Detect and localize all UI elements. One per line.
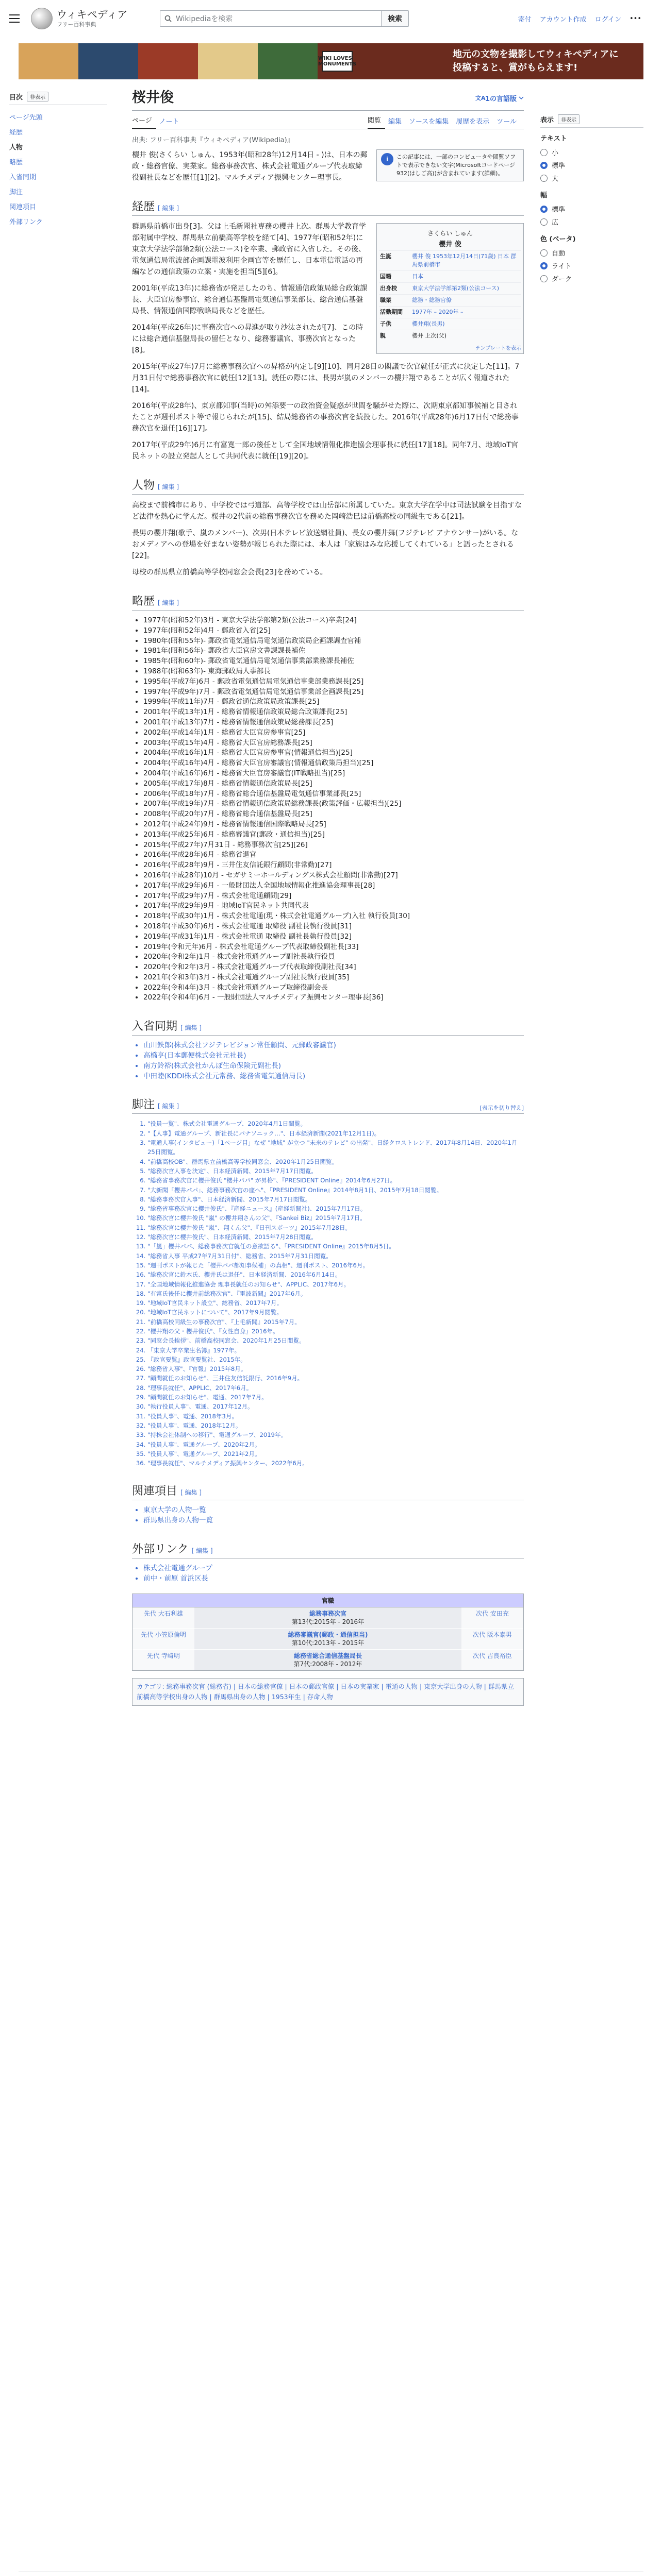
color-dark[interactable]: ダーク bbox=[540, 272, 643, 285]
radio-icon bbox=[540, 275, 548, 282]
infobox-kana: さくらい しゅん bbox=[427, 230, 473, 237]
chronology-item: • 2004年(平成16年)6月 - 総務省大臣官房審議官(IT戦略担当)[25] bbox=[143, 769, 524, 779]
page-title: 桜井俊 bbox=[132, 90, 174, 106]
reference-item[interactable]: 30. "執行役員人事"、電通、2017年12月。 bbox=[147, 1402, 524, 1411]
toc-item[interactable]: 経歴 bbox=[9, 129, 23, 137]
reference-item[interactable]: 6. "総務省事務次官に櫻井俊氏 "櫻井パパ" が昇格"、『PRESIDENT Online』2014年6月27日。 bbox=[147, 1176, 524, 1185]
chronology-item: • 2018年(平成30年)1月 - 株式会社電通(現・株式会社電通グループ)入社 執行役員[30] bbox=[143, 911, 524, 922]
reference-item[interactable]: 25. 『政官要覧』政官要覧社、2015年。 bbox=[147, 1355, 524, 1364]
tab-history[interactable]: 履歴を表示 bbox=[456, 118, 490, 126]
banner-photos bbox=[19, 43, 318, 79]
width-standard[interactable]: 標準 bbox=[540, 202, 643, 215]
chronology-item: • 2022年(令和4年)6月 - 一般財団法人マルチメディア振興センター理事長[36] bbox=[143, 993, 524, 1003]
chronology-item: • 2016年(平成28年)6月 - 総務省退官 bbox=[143, 850, 524, 860]
width-label: 幅 bbox=[540, 192, 548, 199]
section-heading: 脚注 bbox=[132, 1098, 155, 1112]
section-edit-link[interactable]: [ 編集 ] bbox=[180, 1024, 202, 1032]
language-button[interactable]: 文A 1の言語版 bbox=[475, 93, 524, 103]
donate-link[interactable]: 寄付 bbox=[518, 15, 532, 24]
career-paragraph: 2017年(平成29年)6月に有富寛一郎の後任として全国地域情報化推進協会理事長に就任[17][18]。同年7月、地域IoT官民ネットの設立発起人として共同代表に就任[19][20]。 bbox=[132, 441, 518, 461]
navbox-row: 先代 大石利雄 総務事務次官 第13代:2015年 - 2016年 次代 安田充 bbox=[133, 1607, 523, 1629]
header bbox=[0, 0, 662, 37]
reference-item[interactable]: 2. "【人事】電通グループ、新社長にパナソニック…"、日本経済新聞(2021年12月1日)。 bbox=[147, 1129, 524, 1138]
toc-item[interactable]: 略歴 bbox=[9, 159, 23, 166]
notice-text: この記事には、一部のコンピュータや閲覧ソフトで表示できない文字(Microsoftコードページ932(はしご高))が含まれています(詳細)。 bbox=[396, 154, 516, 177]
chronology-item: • 2017年(平成29年)9月 - 地域IoT官民ネット共同代表 bbox=[143, 901, 524, 911]
color-light[interactable]: ライト bbox=[540, 259, 643, 272]
template-link[interactable]: テンプレートを表示 bbox=[475, 346, 521, 351]
toc-title: 目次 bbox=[9, 94, 23, 101]
career-paragraph: 2001年(平成13年)に総務省が発足したのち、情報通信政策局総合政策課長、大臣官房参事官、総合通信基盤局電気通信事業部長、総合通信基盤局長、情報通信国際戦略局長などを歴任。 bbox=[132, 284, 368, 315]
reference-item[interactable]: 29. "顧問就任のお知らせ"、電通、2017年7月。 bbox=[147, 1393, 524, 1402]
chronology-item: • 2021年(令和3年)3月 - 株式会社電通グループ副社長執行役員[35] bbox=[143, 973, 524, 983]
infobox-row: 子供 櫻井翔(長男) bbox=[379, 318, 521, 330]
article bbox=[132, 89, 524, 1706]
section-edit-link[interactable]: [ 編集 ] bbox=[180, 1489, 202, 1497]
chronology-item: • 2017年(平成29年)6月 - 一般財団法人全国地域情報化推進協会理事長[28] bbox=[143, 881, 524, 891]
reference-item[interactable]: 27. "顧問就任のお知らせ"、三井住友信託銀行、2016年9月。 bbox=[147, 1374, 524, 1383]
career-paragraph: 2014年(平成26年)に事務次官への昇進が取り沙汰されたが[7]、この時には総合通信基盤局長の留任となり、総務審議官、事務次官となった[8]。 bbox=[132, 324, 363, 354]
toc-item[interactable]: 脚注 bbox=[9, 189, 23, 196]
chronology-item: • 1999年(平成11年)7月 - 郵政省通信政策局政策課長[25] bbox=[143, 697, 524, 707]
banner-logo: WIKI LOVES MONUMENTS bbox=[322, 51, 353, 72]
reference-item[interactable]: 4. "前橋高校OB"、群馬県立前橋高等学校同窓会、2020年1月25日閲覧。 bbox=[147, 1157, 524, 1166]
reference-item[interactable]: 24. 『東京大学卒業生名簿』1977年。 bbox=[147, 1346, 524, 1355]
chronology-item: • 2020年(令和2年)3月 - 株式会社電通グループ代表取締役副社長[34] bbox=[143, 962, 524, 973]
person-paragraph: 長男の櫻井翔(歌手、嵐のメンバー)、次男(日本テレビ放送網社員)、長女の櫻井舞(フジテレビ アナウンサー)がいる。なおメディアへの登場を好まない姿勢が報じられた際には、本人は「家族はみな応援してくれている」と語ったとされる[22]。 bbox=[132, 529, 519, 560]
chronology-item: • 1997年(平成9年)7月 - 郵政省電気通信局電気通信事業部企画課長[25] bbox=[143, 687, 524, 698]
chronology-item: • 2019年(平成31年)1月 - 株式会社電通 取締役 副社長執行役員[32] bbox=[143, 932, 524, 942]
reference-item[interactable]: 34. "役員人事"、電通グループ、2020年2月。 bbox=[147, 1440, 524, 1449]
list-item[interactable]: • 山川鉄郎(株式会社フジテレビジョン常任顧問、元郵政審議官) bbox=[143, 1041, 524, 1051]
reference-item[interactable]: 31. "役員人事"、電通、2018年3月。 bbox=[147, 1412, 524, 1421]
wikipedia-globe-icon bbox=[31, 8, 53, 29]
tab-tools[interactable]: ツール bbox=[496, 118, 517, 126]
svg-text:文A: 文A bbox=[475, 95, 486, 101]
chronology-item: • 2003年(平成15年)4月 - 総務省大臣官房総務課長[25] bbox=[143, 738, 524, 749]
reference-item[interactable]: 13. "「嵐」櫻井パパ、総務事務次官就任の意欲語る"、『PRESIDENT Online』2015年8月5日。 bbox=[147, 1242, 524, 1251]
chronology-item: • 2017年(平成29年)7月 - 株式会社電通顧問[29] bbox=[143, 891, 524, 902]
main-menu-icon[interactable] bbox=[9, 11, 25, 26]
chronology-item: • 2015年(平成27年)7月31日 - 総務事務次官[25][26] bbox=[143, 840, 524, 851]
career-paragraph: 2016年(平成28年)、東京都知事(当時)の舛添要一の政治資金疑惑が世間を騒がせた際に、次期東京都知事候補と目されたことが週刊ポスト等で報じられたが[15]、結局総務省の事務次官を続投した。2016年(平成28年)6月17日付で総務事務次官を退任[16][17]。 bbox=[132, 402, 519, 433]
reference-item[interactable]: 17. "全国地域情報化推進協会 理事長就任のお知らせ"、APPLIC、2017年6月。 bbox=[147, 1280, 524, 1289]
chronology-item: • 1981年(昭和56年)- 郵政省大臣官房文書課課長補佐 bbox=[143, 646, 524, 656]
reference-item[interactable]: 3. "電通人事(インタビュー)「1ページ目」なぜ "地域" が立つ "未来のテレビ" の出発"、日経クロストレンド、2017年8月14日、2020年1月25日閲覧。 bbox=[147, 1138, 524, 1157]
person-paragraph: 母校の群馬県立前橋高等学校同窓会会長[23]を務めている。 bbox=[132, 568, 327, 577]
same-year-list bbox=[143, 1041, 524, 1081]
reference-item[interactable]: 36. "理事長就任"、マルチメディア振興センター、2022年6月。 bbox=[147, 1459, 524, 1468]
navbox-title: 官職 bbox=[133, 1594, 523, 1607]
section-heading: 外部リンク bbox=[132, 1543, 189, 1556]
reference-item[interactable]: 10. "総務次官に櫻井俊氏 "嵐" の櫻井翔さんの父"、『Sankei Biz』2015年7月17日。 bbox=[147, 1213, 524, 1223]
reference-item[interactable]: 28. "理事長就任"、APPLIC、2017年6月。 bbox=[147, 1383, 524, 1393]
width-wide[interactable]: 広 bbox=[540, 215, 643, 228]
person-paragraph: 高校まで前橋市にあり、中学校では弓道部、高等学校では山岳部に所属していた。東京大学在学中は司法試験を目指すなど法律を熱心に学んだ。桜井の2代前の総務事務次官を務めた岡崎浩巳は前橋高校の同級生である[21]。 bbox=[132, 501, 522, 521]
intro-paragraph: 櫻井 俊(さくらい しゅん、1953年(昭和28年)12月14日 - )は、日本の郵政・総務官僚、実業家。総務事務次官、株式会社電通グループ代表取締役副社長などを歴任[1][2]。マルチメディア振興センター理事長。 bbox=[132, 151, 368, 182]
chronology-item: • 2002年(平成14年)1月 - 総務省大臣官房参事官[25] bbox=[143, 728, 524, 738]
reference-item[interactable]: 16. "総務次官に鈴木氏、櫻井氏は退任"、日本経済新聞、2016年6月14日。 bbox=[147, 1270, 524, 1279]
references-list bbox=[147, 1119, 524, 1468]
campaign-banner[interactable] bbox=[19, 43, 643, 79]
reference-item[interactable]: 19. "地域IoT官民ネット設立"、総務省、2017年7月。 bbox=[147, 1298, 524, 1308]
section-heading: 入省同期 bbox=[132, 1020, 178, 1033]
chronology-item: • 2019年(令和元年)6月 - 株式会社電通グループ代表取締役副社長[33] bbox=[143, 942, 524, 953]
character-notice bbox=[376, 149, 524, 181]
career-paragraph: 群馬県前橋市出身[3]。父は上毛新聞社専務の櫻井上次。群馬大学教育学部附属中学校、群馬県立前橋高等学校を経て[4]、1977年(昭和52年)に東京大学法学部第2類(公法コース)を卒業、郵政省に入省した。その後、電気通信局電波部企画課電波利用企画官等を歴任し、日本電信電話の再編などの通信政策の立案・実施を担当[5][6]。 bbox=[132, 223, 366, 276]
tab-edit-source[interactable]: ソースを編集 bbox=[408, 118, 449, 126]
chronology-item: • 1977年(昭和52年)4月 - 郵政省入省[25] bbox=[143, 626, 524, 636]
chronology-item: • 2004年(平成16年)1月 - 総務省大臣官房参事官(情報通信担当)[25] bbox=[143, 748, 524, 758]
search-placeholder: Wikipediaを検索 bbox=[176, 15, 233, 23]
reference-item[interactable]: 23. "同窓会長挨拶"、前橋高校同窓会、2020年1月25日閲覧。 bbox=[147, 1336, 524, 1345]
chronology-list bbox=[143, 616, 524, 1003]
infobox-row: 国籍 日本 bbox=[379, 270, 521, 282]
site-sub: 出典: フリー百科事典『ウィキペディア(Wikipedia)』 bbox=[132, 137, 294, 144]
reference-item[interactable]: 9. "総務省事務次官に櫻井俊氏"、『産経ニュース』(産経新聞社)、2015年7月17日。 bbox=[147, 1204, 524, 1213]
reference-item[interactable]: 11. "総務次官に櫻井俊氏 "嵐"、翔くん父"、『日刊スポーツ』2015年7月28日。 bbox=[147, 1223, 524, 1232]
list-item[interactable]: • 南方鈴裕(株式会社かんぽ生命保険元副社長) bbox=[143, 1061, 524, 1072]
login-link[interactable]: ログイン bbox=[594, 15, 621, 24]
list-item[interactable]: • 前中・前原 首浜区長 bbox=[143, 1574, 524, 1584]
list-item[interactable]: • 東京大学の人物一覧 bbox=[143, 1505, 524, 1516]
tagline: フリー百科事典 bbox=[57, 21, 96, 28]
chronology-item: • 2001年(平成13年)7月 - 総務省情報通信政策局総務課長[25] bbox=[143, 718, 524, 728]
section-edit-link[interactable]: [ 編集 ] bbox=[158, 1103, 179, 1110]
reference-item[interactable]: 5. "総務次官人事を決定"、日本経済新聞、2015年7月17日閲覧。 bbox=[147, 1166, 524, 1176]
appearance-sidebar bbox=[540, 114, 643, 285]
toc-item-current[interactable]: 人物 bbox=[9, 144, 23, 151]
site-logo[interactable] bbox=[31, 8, 144, 29]
chronology-item: • 2020年(令和2年)1月 - 株式会社電通グループ副社長執行役員 bbox=[143, 952, 524, 962]
chronology-item: • 2007年(平成19年)7月 - 総務省情報通信政策局総務課長(政策評価・広報担当)[25] bbox=[143, 799, 524, 809]
appearance-title: 表示 bbox=[540, 116, 554, 124]
chronology-item: • 2001年(平成13年)1月 - 総務省情報通信政策局総合政策課長[25] bbox=[143, 707, 524, 718]
reference-item[interactable]: 12. "総務次官に櫻井俊氏"、日本経済新聞、2015年7月28日閲覧。 bbox=[147, 1232, 524, 1242]
navbox-row: 先代 寺﨑明 総務省総合通信基盤局長 第7代:2008年 - 2012年 次代 吉良裕臣 bbox=[133, 1650, 523, 1670]
radio-icon bbox=[540, 218, 548, 226]
search-form bbox=[160, 10, 409, 27]
toc-item[interactable]: ページ先頭 bbox=[9, 114, 43, 122]
career-paragraph: 2015年(平成27年)7月に総務事務次官への昇格が内定し[9][10]、同月28日の閣議で次官就任が正式に決定した[11]。7月31日付で総務事務次官に就任[12][13]。就任の際には、長男が嵐のメンバーの櫻井翔であることが広く報道された[14]。 bbox=[132, 363, 520, 394]
section-edit-link[interactable]: [ 編集 ] bbox=[191, 1547, 213, 1555]
text-size-label: テキスト bbox=[540, 135, 567, 143]
radio-selected-icon bbox=[540, 262, 548, 269]
section-edit-link[interactable]: [ 編集 ] bbox=[158, 599, 179, 606]
text-size-large[interactable]: 大 bbox=[540, 172, 643, 184]
section-heading: 経歴 bbox=[132, 200, 155, 213]
toc-item[interactable]: 外部リンク bbox=[9, 218, 43, 226]
infobox-row: 職業 総務・総務官僚 bbox=[379, 294, 521, 306]
infobox-name: 櫻井 俊 bbox=[439, 241, 461, 248]
language-icon bbox=[475, 94, 486, 102]
chronology-item: • 1980年(昭和55年)- 郵政省電気通信局電気通信政策局企画課調査官補 bbox=[143, 636, 524, 647]
footer bbox=[19, 2571, 643, 2576]
text-size-standard[interactable]: 標準 bbox=[540, 159, 643, 172]
radio-icon bbox=[540, 249, 548, 257]
wordmark: ウィキペディア bbox=[57, 8, 128, 21]
infobox-row: 生誕 櫻井 俊 1953年12月14日(71歳) 日本 群馬県前橋市 bbox=[379, 250, 521, 270]
reference-item[interactable]: 21. "前橋高校同級生の事務次官"、『上毛新聞』2015年7月。 bbox=[147, 1317, 524, 1327]
reference-item[interactable]: 32. "役員人事"、電通、2018年12月。 bbox=[147, 1421, 524, 1430]
chronology-item: • 2022年(令和4年)3月 - 株式会社電通グループ取締役副会長 bbox=[143, 983, 524, 993]
infobox-row: 活動期間 1977年 – 2020年 – bbox=[379, 306, 521, 318]
chronology-item: • 2018年(平成30年)6月 - 株式会社電通 取締役 副社長執行役員[31] bbox=[143, 922, 524, 932]
reference-item[interactable]: 7. "大新聞「櫻井パパ」、総務事務次官の座へ"、『PRESIDENT Online』2014年8月1日、2015年7月18日閲覧。 bbox=[147, 1185, 524, 1195]
reference-item[interactable]: 8. "総務事務次官人事"、日本経済新聞、2015年7月17日閲覧。 bbox=[147, 1195, 524, 1204]
list-item[interactable]: • 群馬県出身の人物一覧 bbox=[143, 1516, 524, 1526]
info-icon: i bbox=[381, 153, 393, 165]
chronology-item: • 2016年(平成28年)9月 - 三井住友信託銀行顧問(非常勤)[27] bbox=[143, 860, 524, 871]
color-label: 色 (ベータ) bbox=[540, 235, 576, 243]
section-heading: 人物 bbox=[132, 479, 155, 492]
chronology-item: • 2016年(平成28年)10月 - セガサミーホールディングス株式会社顧問(非常勤)[27] bbox=[143, 871, 524, 881]
chronology-item: • 1985年(昭和60年)- 郵政省電気通信局電気通信事業部業務課長補佐 bbox=[143, 656, 524, 667]
tab-page[interactable]: ページ bbox=[132, 115, 156, 129]
external-links-list bbox=[143, 1564, 524, 1584]
toc-item[interactable]: 関連項目 bbox=[9, 204, 37, 211]
chronology-item: • 1977年(昭和52年)3月 - 東京大学法学部第2類(公法コース)卒業[24] bbox=[143, 616, 524, 626]
chronology-item: • 1988年(昭和63年)- 東海郵政局人事部長 bbox=[143, 667, 524, 677]
chronology-item: • 2004年(平成16年)4月 - 総務省大臣官房審議官(情報通信政策局担当)[25] bbox=[143, 758, 524, 769]
chevron-down-icon bbox=[519, 95, 524, 100]
search-input[interactable] bbox=[160, 10, 382, 27]
appearance-hide-button[interactable]: 非表示 bbox=[558, 114, 580, 124]
toc-item[interactable]: 入省同期 bbox=[9, 174, 37, 181]
tab-talk[interactable]: ノート bbox=[159, 118, 179, 126]
chronology-item: • 1995年(平成7年)6月 - 郵政省電気通信局電気通信事業部業務課長[25] bbox=[143, 677, 524, 687]
list-item[interactable]: • 高橋亨(日本郵便株式会社元社長) bbox=[143, 1051, 524, 1061]
radio-selected-icon bbox=[540, 206, 548, 213]
chronology-item: • 2008年(平成20年)7月 - 総務省総合通信基盤局長[25] bbox=[143, 809, 524, 820]
list-item[interactable]: • 株式会社電通グループ bbox=[143, 1564, 524, 1574]
reference-item[interactable]: 14. "総務省人事 平成27年7月31日付"、総務省、2015年7月31日閲覧。 bbox=[147, 1251, 524, 1261]
reference-item[interactable]: 33. "持株会社体制への移行"、電通グループ、2019年。 bbox=[147, 1430, 524, 1439]
reference-item[interactable]: 26. "総務省人事"、『官報』2015年8月。 bbox=[147, 1364, 524, 1374]
more-options-icon[interactable]: ••• bbox=[629, 14, 641, 23]
infobox-row: 出身校 東京大学法学部第2類(公法コース) bbox=[379, 282, 521, 294]
section-edit-link[interactable]: [ 編集 ] bbox=[158, 483, 179, 490]
succession-navbox bbox=[132, 1594, 524, 1671]
color-auto[interactable]: 自動 bbox=[540, 246, 643, 259]
page-tabs bbox=[132, 115, 524, 129]
navbox-row: 先代 小笠原倫明 総務審議官(郵政・通信担当) 第10代:2013年 - 2015年 次代 阪本泰男 bbox=[133, 1629, 523, 1650]
create-account-link[interactable]: アカウント作成 bbox=[539, 15, 587, 24]
reference-item[interactable]: 15. "週刊ポストが報じた「櫻井パパ都知事候補」の真相"、週刊ポスト、2016年6月。 bbox=[147, 1261, 524, 1270]
section-heading: 関連項目 bbox=[132, 1485, 178, 1498]
reference-item[interactable]: 20. "地域IoT官民ネットについて"、2017年9月閲覧。 bbox=[147, 1308, 524, 1317]
list-item[interactable]: • 中田睦(KDDI株式会社元常務、総務省電気通信局長) bbox=[143, 1072, 524, 1082]
radio-icon bbox=[540, 149, 548, 156]
related-list bbox=[143, 1505, 524, 1526]
toc-sidebar bbox=[9, 92, 107, 229]
chronology-item: • 2013年(平成25年)6月 - 総務審議官(郵政・通信担当)[25] bbox=[143, 830, 524, 840]
infobox bbox=[376, 223, 524, 354]
user-links bbox=[518, 14, 641, 24]
banner-text: 地元の文物を撮影してウィキペディアに投稿すると、賞がもらえます! bbox=[453, 49, 619, 73]
reference-item[interactable]: 22. "櫻井翔の父・櫻井俊氏"、『女性自身』2016年。 bbox=[147, 1327, 524, 1336]
search-button[interactable]: 検索 bbox=[382, 10, 409, 27]
toc-hide-button[interactable]: 非表示 bbox=[27, 92, 48, 101]
tab-edit[interactable]: 編集 bbox=[388, 118, 402, 126]
chronology-item: • 2006年(平成18年)7月 - 総務省総合通信基盤局電気通信事業部長[25] bbox=[143, 789, 524, 800]
tab-read[interactable]: 閲覧 bbox=[368, 115, 385, 129]
section-edit-link[interactable]: [ 編集 ] bbox=[158, 205, 179, 212]
infobox-row: 親 櫻井 上次(父) bbox=[379, 330, 521, 342]
reference-item[interactable]: 18. "有富氏後任に櫻井前総務次官"、『電波新聞』2017年6月。 bbox=[147, 1289, 524, 1298]
text-size-small[interactable]: 小 bbox=[540, 146, 643, 159]
chronology-item: • 2005年(平成17年)8月 - 総務省情報通信政策局長[25] bbox=[143, 779, 524, 789]
reference-item[interactable]: 35. "役員人事"、電通グループ、2021年2月。 bbox=[147, 1449, 524, 1459]
reference-item[interactable]: 1. "役員一覧"、株式会社電通グループ、2020年4月1日閲覧。 bbox=[147, 1119, 524, 1128]
radio-icon bbox=[540, 175, 548, 182]
search-icon bbox=[164, 15, 172, 22]
radio-selected-icon bbox=[540, 162, 548, 169]
chronology-item: • 2012年(平成24年)9月 - 総務省情報通信国際戦略局長[25] bbox=[143, 820, 524, 830]
section-heading: 略歴 bbox=[132, 595, 155, 608]
toggle-refs-link[interactable]: [表示を切り替え] bbox=[479, 1105, 524, 1112]
category-links[interactable]: カテゴリ: 総務事務次官 (総務省) | 日本の総務官僚 | 日本の郵政官僚 | 日本の実業家 | 電通の人物 | 東京大学出身の人物 | 群馬県立前橋高等学校出身の人物 | 群馬県出身の人物 | 1953年生 | 存命人物 bbox=[132, 1678, 524, 1706]
